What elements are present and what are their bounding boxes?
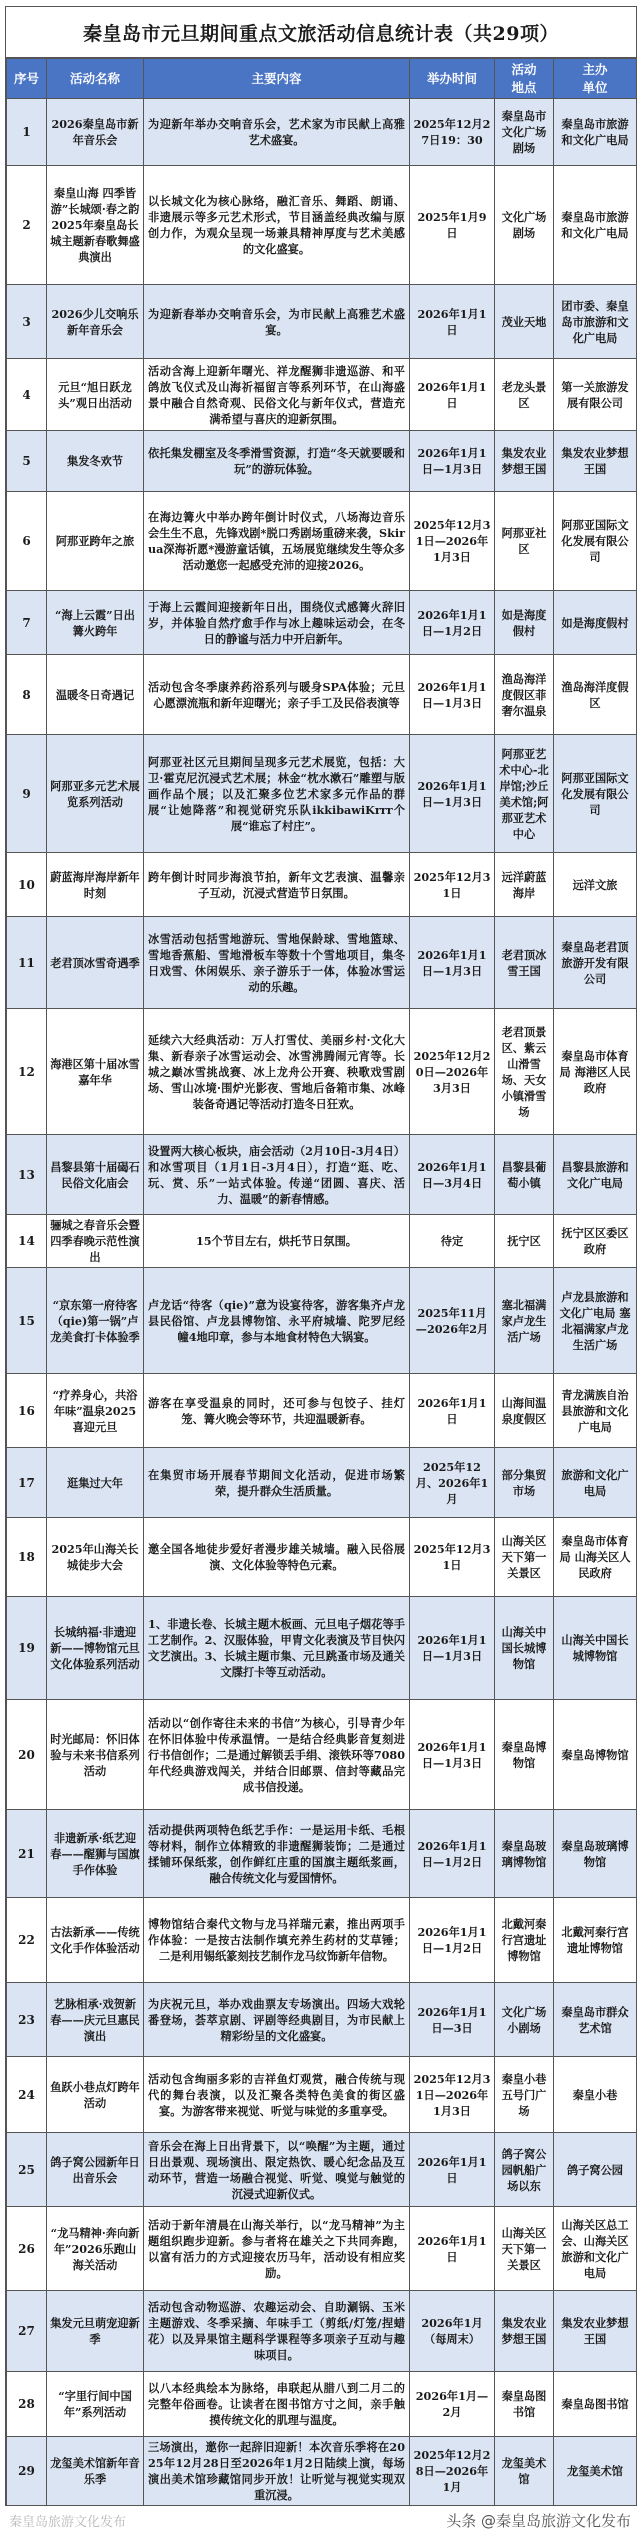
activity-time: 2025年12月、2026年1月 xyxy=(410,1448,495,1518)
table-row xyxy=(7,2207,637,2291)
activity-content: 跨年倒计时同步海浪节拍，新年文艺表演、温馨亲子互动，沉浸式营造节日氛围。 xyxy=(144,853,410,917)
table-row xyxy=(7,1009,637,1135)
activity-time: 2025年12月27日19：30 xyxy=(410,99,495,166)
table-row xyxy=(7,917,637,1009)
activity-organizer: 秦皇岛市群众艺术馆 xyxy=(554,1983,637,2057)
row-number: 12 xyxy=(7,1009,47,1135)
activity-location: 远洋蔚蓝海岸 xyxy=(495,853,554,917)
activity-organizer: 阿那亚国际文化发展有限公司 xyxy=(554,492,637,591)
activity-name: 非遗新承·纸艺迎春——醒狮与国旗手作体验 xyxy=(47,1810,144,1898)
activity-content: 1、非遗长卷、长城主题木板画、元旦电子烟花等手工艺制作。2、汉服体验，甲胄文化表演及节目快闪文艺演出。3、长城主题市集、元旦跳蚤市场及通关文牒打卡等互动活动。 xyxy=(144,1597,410,1700)
activity-name: 温暖冬日奇遇记 xyxy=(47,655,144,735)
header-no: 序号 xyxy=(7,59,47,99)
activity-time: 2025年12月31日 xyxy=(410,853,495,917)
row-number: 25 xyxy=(7,2133,47,2207)
row-number: 2 xyxy=(7,166,47,285)
row-number: 10 xyxy=(7,853,47,917)
activity-name: “疗养身心，共浴年味”温泉2025喜迎元旦 xyxy=(47,1374,144,1448)
table-row xyxy=(7,1518,637,1597)
activity-content: 为迎新春举办交响音乐会，为市民献上高雅艺术盛宴。 xyxy=(144,285,410,359)
activity-name: 艺脉相承·戏贺新春——庆元旦惠民演出 xyxy=(47,1983,144,2057)
activity-location: 老君顶景区、紫云山滑雪场、天女小镇滑雪场 xyxy=(495,1009,554,1135)
activity-organizer: 阿那亚国际文化发展有限公司 xyxy=(554,735,637,853)
table-row xyxy=(7,285,637,359)
row-number: 15 xyxy=(7,1268,47,1374)
header-time: 举办时间 xyxy=(410,59,495,99)
activity-organizer: 秦皇岛老君顶旅游开发有限公司 xyxy=(554,917,637,1009)
activity-name: 阿那亚多元艺术展览系列活动 xyxy=(47,735,144,853)
row-number: 27 xyxy=(7,2291,47,2372)
activity-content: 活动包含绚丽多彩的吉祥鱼灯观赏，融合传统与现代的舞台表演，以及汇聚各类特色美食的街区盛宴。为游客带来视觉、听觉与味觉的多重享受。 xyxy=(144,2057,410,2133)
row-number: 13 xyxy=(7,1135,47,1215)
row-number: 29 xyxy=(7,2437,47,2506)
activity-time: 2026年1月—2月 xyxy=(410,2372,495,2437)
table-row xyxy=(7,1597,637,1700)
activity-name: 长城纳福·非遗迎新——博物馆元旦文化体验系列活动 xyxy=(47,1597,144,1700)
activity-time: 2026年1月（每周末） xyxy=(410,2291,495,2372)
activity-time: 2026年1月1日 xyxy=(410,359,495,431)
activity-location: 茂业天地 xyxy=(495,285,554,359)
activity-organizer: 秦皇岛博物馆 xyxy=(554,1700,637,1810)
activity-name: 秦皇山海 四季皆游”长城颂·春之韵2025年秦皇岛长城主题新春歌舞盛典演出 xyxy=(47,166,144,285)
activity-location: 龙玺美术馆 xyxy=(495,2437,554,2506)
activity-time: 2026年1月1日 xyxy=(410,2133,495,2207)
activity-location: 秦皇小巷五号门广场 xyxy=(495,2057,554,2133)
row-number: 26 xyxy=(7,2207,47,2291)
table-row xyxy=(7,655,637,735)
activity-location: 北戴河秦行宫遗址博物馆 xyxy=(495,1898,554,1983)
activity-organizer: 龙玺美术馆 xyxy=(554,2437,637,2506)
table-row xyxy=(7,2372,637,2437)
activity-name: “龙马精神·奔向新年”2026乐跑山海关活动 xyxy=(47,2207,144,2291)
activity-organizer: 渔岛海洋度假区 xyxy=(554,655,637,735)
activity-name: “字里行间中国年”系列活动 xyxy=(47,2372,144,2437)
activity-organizer: 第一关旅游发展有限公司 xyxy=(554,359,637,431)
activity-location: 秦皇岛玻璃博物馆 xyxy=(495,1810,554,1898)
activity-location: 阿那亚社区 xyxy=(495,492,554,591)
activity-name: 集发元旦萌宠迎新季 xyxy=(47,2291,144,2372)
row-number: 21 xyxy=(7,1810,47,1898)
table-row xyxy=(7,2133,637,2207)
activity-name: 时光邮局：怀旧体验与未来书信系列活动 xyxy=(47,1700,144,1810)
activity-name: 集发冬欢节 xyxy=(47,431,144,492)
activity-organizer: 昌黎县旅游和文化广电局 xyxy=(554,1135,637,1215)
table-row xyxy=(7,1448,637,1518)
row-number: 16 xyxy=(7,1374,47,1448)
activity-time: 2025年12月31日—2026年1月3日 xyxy=(410,2057,495,2133)
table-row xyxy=(7,2437,637,2506)
activity-location: 如是海度假村 xyxy=(495,591,554,655)
activity-organizer: 山海关区总工会、山海关区旅游和文化广电局 xyxy=(554,2207,637,2291)
table-row xyxy=(7,492,637,591)
row-number: 8 xyxy=(7,655,47,735)
activity-content: 为庆祝元旦，举办戏曲票友专场演出。四场大戏轮番登场，荟萃京剧、评剧等经典剧目，为市民献上精彩纷呈的文化盛宴。 xyxy=(144,1983,410,2057)
activity-content: 活动包含动物巡游、农趣运动会、自助涮锅、玉米主题游戏、冬季采摘、年味手工（剪纸/灯笼/捏蜡花）以及异果馆主题科学课程等多项亲子互动与趣味项目。 xyxy=(144,2291,410,2372)
activity-content: 设置两大核心板块，庙会活动（2月10日-3月4日）和冰雪项目（1月1日-3月4日），打造“逛、吃、玩、赏、乐”一站式体验。传递“团圆、喜庆、活力、温暖”的新春情感。 xyxy=(144,1135,410,1215)
activity-content: 15个节目左右，烘托节日氛围。 xyxy=(144,1215,410,1268)
row-number: 1 xyxy=(7,99,47,166)
activity-location: 抚宁区 xyxy=(495,1215,554,1268)
source-credit: 头条 @秦皇岛旅游文化发布 xyxy=(446,2511,631,2530)
activity-name: 鸽子窝公园新年日出音乐会 xyxy=(47,2133,144,2207)
activity-name: 鱼跃小巷点灯跨年活动 xyxy=(47,2057,144,2133)
row-number: 24 xyxy=(7,2057,47,2133)
activity-time: 2026年1月1日—1月3日 xyxy=(410,735,495,853)
activity-location: 鸽子窝公园帆船广场以东 xyxy=(495,2133,554,2207)
activity-time: 2025年1月9日 xyxy=(410,166,495,285)
header-name: 活动名称 xyxy=(47,59,144,99)
activity-organizer: 秦皇岛图书馆 xyxy=(554,2372,637,2437)
activity-content: 游客在享受温泉的同时，还可参与包饺子、挂灯笼、篝火晚会等环节，共迎温暖新春。 xyxy=(144,1374,410,1448)
activity-organizer: 旅游和文化广电局 xyxy=(554,1448,637,1518)
activity-organizer: 远洋文旅 xyxy=(554,853,637,917)
activity-time: 2026年1月1日—1月2日 xyxy=(410,591,495,655)
activity-organizer: 秦皇岛市旅游和文化广电局 xyxy=(554,166,637,285)
activity-content: 卢龙话“待客（qie)”意为设宴待客，游客集齐卢龙县民俗馆、卢龙县博物馆、永平府城墙、陀罗尼经幢4地印章，参与本地食材特色大锅宴。 xyxy=(144,1268,410,1374)
table-row xyxy=(7,1135,637,1215)
table-row xyxy=(7,1374,637,1448)
activity-content: 活动含海上迎新年曙光、祥龙醒狮非遗巡游、和平鸽放飞仪式及山海祈福留言等系列环节，在山海盛景中融合自然奇观、民俗文化与新年仪式，营造充满希望与喜庆的迎新氛围。 xyxy=(144,359,410,431)
activity-content: 活动提供两项特色纸艺手作：一是运用卡纸、毛根等材料，制作立体精致的非遗醒狮装饰；二是通过揉铺环保纸浆，创作鲜红庄重的国旗主题纸浆画，融合传统文化与爱国情怀。 xyxy=(144,1810,410,1898)
activity-location: 昌黎县葡萄小镇 xyxy=(495,1135,554,1215)
activity-name: “海上云霞”日出篝火跨年 xyxy=(47,591,144,655)
activity-name: 老君顶冰雪奇遇季 xyxy=(47,917,144,1009)
table-row xyxy=(7,431,637,492)
activity-organizer: 北戴河秦行宫遗址博物馆 xyxy=(554,1898,637,1983)
activity-organizer: 秦皇岛市体育局 山海关区人民政府 xyxy=(554,1518,637,1597)
watermark: 秦皇岛旅游文化发布 xyxy=(9,2514,127,2530)
activity-content: 活动包含冬季康养药浴系列与暖身SPA体验；元旦心愿漂流瓶和新年迎曙光；亲子手工及民俗表演等 xyxy=(144,655,410,735)
activity-time: 2026年1月1日 xyxy=(410,1374,495,1448)
activity-organizer: 抚宁区区委区政府 xyxy=(554,1215,637,1268)
activity-location: 阿那亚艺术中心-北岸馆;沙丘美术馆;阿那亚艺术中心 xyxy=(495,735,554,853)
activity-location: 渔岛海洋度假区菲奢尔温泉 xyxy=(495,655,554,735)
activity-organizer: 秦皇岛市旅游和文化广电局 xyxy=(554,99,637,166)
header-location: 活动地点 xyxy=(495,59,554,99)
activity-content: 为迎新年举办交响音乐会，艺术家为市民献上高雅艺术盛宴。 xyxy=(144,99,410,166)
activity-location: 老龙头景区 xyxy=(495,359,554,431)
activity-name: 逛集过大年 xyxy=(47,1448,144,1518)
table-row xyxy=(7,2291,637,2372)
activity-location: 文化广场小剧场 xyxy=(495,1983,554,2057)
row-number: 20 xyxy=(7,1700,47,1810)
activity-name: 蔚蓝海岸海岸新年时刻 xyxy=(47,853,144,917)
activity-name: 龙玺美术馆新年音乐季 xyxy=(47,2437,144,2506)
activity-name: 阿那亚跨年之旅 xyxy=(47,492,144,591)
activity-organizer: 集发农业梦想王国 xyxy=(554,431,637,492)
table-row xyxy=(7,2057,637,2133)
activity-time: 2025年12月20日—2026年3月3日 xyxy=(410,1009,495,1135)
activity-time: 2026年1月1日—1月3日 xyxy=(410,1597,495,1700)
activity-time: 2025年11月—2026年2月 xyxy=(410,1268,495,1374)
activity-content: 于海上云霞间迎接新年日出，围绕仪式感篝火辞旧岁，并体验自然疗愈手作与冰上趣味运动会，在冬日的静谧与活力中开启新年。 xyxy=(144,591,410,655)
activity-time: 2026年1月1日—1月2日 xyxy=(410,1810,495,1898)
activity-name: 2026少儿交响乐新年音乐会 xyxy=(47,285,144,359)
activity-time: 2026年1月1日—1月3日 xyxy=(410,655,495,735)
activity-content: 阿那亚社区元旦期间呈现多元艺术展览，包括：大卫·霍克尼沉浸式艺术展；林金“枕水漱石”雕塑与版画作品个展；以及汇聚多位艺术家多元作品的群展“让她降落”和视觉研究乐队ikkibawiKrrr个展“谁忘了村庄”。 xyxy=(144,735,410,853)
activities-table xyxy=(6,58,637,2506)
activity-content: 冰雪活动包括雪地游玩、雪地保龄球、雪地篮球、雪地香蕉船、雪地滑板车等数十个雪地项目，集冬日戏雪、休闲娱乐、亲子游乐于一体，体验冰雪运动的乐趣。 xyxy=(144,917,410,1009)
activity-name: 昌黎县第十届碣石民俗文化庙会 xyxy=(47,1135,144,1215)
activity-content: 活动以“创作寄往未来的书信”为核心，引导青少年在怀旧体验中传承温情。一是结合经典影音复刻进行书信创作；二是通过解锁丢手绢、滚铁环等7080年代经典游戏闯关，并结合旧邮票、信封等藏品完成书信投递。 xyxy=(144,1700,410,1810)
table-row xyxy=(7,1898,637,1983)
table-row xyxy=(7,1700,637,1810)
activity-organizer: 秦皇小巷 xyxy=(554,2057,637,2133)
table-body xyxy=(7,99,637,2506)
activity-location: 秦皇岛博物馆 xyxy=(495,1700,554,1810)
row-number: 5 xyxy=(7,431,47,492)
row-number: 14 xyxy=(7,1215,47,1268)
activity-content: 在集贸市场开展春节期间文化活动，促进市场繁荣，提升群众生活质量。 xyxy=(144,1448,410,1518)
activity-content: 博物馆结合秦代文物与龙马祥瑞元素，推出两项手作体验：一是按古法制作填充养生药材的艾草锤；二是利用锡纸篆刻技艺制作龙马纹饰新年信物。 xyxy=(144,1898,410,1983)
activity-location: 山海关区天下第一关景区 xyxy=(495,1518,554,1597)
table-row xyxy=(7,1215,637,1268)
activity-time: 2026年1月1日 xyxy=(410,2207,495,2291)
row-number: 28 xyxy=(7,2372,47,2437)
activity-content: 邀全国各地徒步爱好者漫步雄关城墙。融入民俗展演、文化体验等特色元素。 xyxy=(144,1518,410,1597)
row-number: 18 xyxy=(7,1518,47,1597)
activity-content: 活动于新年清晨在山海关举行，以“龙马精神”为主题组织跑步迎新。参与者将在雄关之下共同奔跑，以富有活力的方式迎接农历马年，活动设有相应奖励。 xyxy=(144,2207,410,2291)
row-number: 17 xyxy=(7,1448,47,1518)
activity-location: 集发农业梦想王国 xyxy=(495,431,554,492)
activity-name: 元旦“旭日跃龙头”观日出活动 xyxy=(47,359,144,431)
footer xyxy=(5,2506,635,2534)
activity-location: 塞北福满家卢龙生活广场 xyxy=(495,1268,554,1374)
activity-time: 2026年1月1日—3月4日 xyxy=(410,1135,495,1215)
table-row xyxy=(7,735,637,853)
table-row xyxy=(7,1268,637,1374)
activity-location: 秦皇岛图书馆 xyxy=(495,2372,554,2437)
activity-organizer: 秦皇岛市体育局 海港区人民政府 xyxy=(554,1009,637,1135)
activity-organizer: 青龙满族自治县旅游和文化广电局 xyxy=(554,1374,637,1448)
activity-organizer: 如是海度假村 xyxy=(554,591,637,655)
activity-time: 待定 xyxy=(410,1215,495,1268)
row-number: 3 xyxy=(7,285,47,359)
row-number: 19 xyxy=(7,1597,47,1700)
table-row xyxy=(7,99,637,166)
activity-organizer: 山海关中国长城博物馆 xyxy=(554,1597,637,1700)
table-row xyxy=(7,853,637,917)
activity-location: 部分集贸市场 xyxy=(495,1448,554,1518)
table-row xyxy=(7,1810,637,1898)
activity-organizer: 集发农业梦想王国 xyxy=(554,2291,637,2372)
header-content: 主要内容 xyxy=(144,59,410,99)
row-number: 22 xyxy=(7,1898,47,1983)
activity-time: 2026年1月1日—1月3日 xyxy=(410,431,495,492)
row-number: 7 xyxy=(7,591,47,655)
activity-content: 在海边篝火中举办跨年倒计时仪式，八场海边音乐会生生不息，先锋戏剧*脱口秀剧场重磅来袭，Skirua深海祈愿*漫游童话镇，五场展览继续发生等众多活动邀您一起感受充沛的迎接2026。 xyxy=(144,492,410,591)
activity-time: 2026年1月1日—1月3日 xyxy=(410,1700,495,1810)
row-number: 6 xyxy=(7,492,47,591)
statistics-sheet xyxy=(5,6,637,2506)
activity-location: 秦皇岛市文化广场剧场 xyxy=(495,99,554,166)
activity-name: “京东第一府待客（qie)第一锅”卢龙美食打卡体验季 xyxy=(47,1268,144,1374)
activity-location: 山海关区天下第一关景区 xyxy=(495,2207,554,2291)
header-organizer: 主办单位 xyxy=(554,59,637,99)
activity-time: 2025年12月31日 xyxy=(410,1518,495,1597)
activity-organizer: 团市委、秦皇岛市旅游和文化广电局 xyxy=(554,285,637,359)
table-header-row xyxy=(7,59,637,99)
activity-name: 2025年山海关长城徒步大会 xyxy=(47,1518,144,1597)
activity-organizer: 秦皇岛玻璃博物馆 xyxy=(554,1810,637,1898)
table-row xyxy=(7,166,637,285)
activity-time: 2026年1月1日—3日 xyxy=(410,1983,495,2057)
table-row xyxy=(7,591,637,655)
activity-content: 以长城文化为核心脉络，融汇音乐、舞蹈、朗诵、非遗展示等多元艺术形式，节目涵盖经典改编与原创力作，为观众呈现一场兼具精神厚度与艺术美感的文化盛宴。 xyxy=(144,166,410,285)
activity-organizer: 鸽子窝公园 xyxy=(554,2133,637,2207)
page-title: 秦皇岛市元旦期间重点文旅活动信息统计表（共29项） xyxy=(6,7,636,58)
row-number: 11 xyxy=(7,917,47,1009)
activity-time: 2026年1月1日 xyxy=(410,285,495,359)
activity-organizer: 卢龙县旅游和文化广电局 塞北福满家卢龙生活广场 xyxy=(554,1268,637,1374)
activity-content: 延续六大经典活动：万人打雪仗、美丽乡村·文化大集、新春亲子冰雪运动会、冰雪沸腾闹元宵等。长城之巅冰雪挑战赛、冰上龙舟公开赛、秧歌戏雪剧场、雪山冰境·围炉光影夜、雪地后备箱市集、冰峰装备奇遇记等活动打造冬日狂欢。 xyxy=(144,1009,410,1135)
row-number: 4 xyxy=(7,359,47,431)
activity-location: 集发农业梦想王国 xyxy=(495,2291,554,2372)
activity-time: 2026年1月1日—1月2日 xyxy=(410,1898,495,1983)
activity-location: 老君顶冰雪王国 xyxy=(495,917,554,1009)
activity-location: 山海间温泉度假区 xyxy=(495,1374,554,1448)
activity-name: 海港区第十届冰雪嘉年华 xyxy=(47,1009,144,1135)
activity-location: 文化广场剧场 xyxy=(495,166,554,285)
activity-content: 音乐会在海上日出背景下，以“唤醒”为主题，通过日出景观、现场演出、限定热饮、暖心纪念品及互动环节，营造一场融合视觉、听觉、嗅觉与触觉的沉浸式迎新仪式。 xyxy=(144,2133,410,2207)
activity-name: 2026秦皇岛市新年音乐会 xyxy=(47,99,144,166)
activity-name: 骊城之春音乐会暨四季春晚示范性演出 xyxy=(47,1215,144,1268)
table-row xyxy=(7,1983,637,2057)
table-row xyxy=(7,359,637,431)
row-number: 9 xyxy=(7,735,47,853)
activity-time: 2025年12月28日—2026年1月 xyxy=(410,2437,495,2506)
activity-content: 以八本经典绘本为脉络，串联起从腊八到二月二的完整年俗画卷。让读者在图书馆方寸之间，亲手触摸传统文化的肌理与温度。 xyxy=(144,2372,410,2437)
activity-content: 依托集发棚室及冬季滑雪资源，打造“冬天就要暖和玩”的游玩体验。 xyxy=(144,431,410,492)
activity-time: 2025年12月31日—2026年1月3日 xyxy=(410,492,495,591)
activity-time: 2026年1月1日—1月3日 xyxy=(410,917,495,1009)
activity-name: 古法新承——传统文化手作体验活动 xyxy=(47,1898,144,1983)
activity-content: 三场演出，邀你一起辞旧迎新！本次音乐季将在2025年12月28日至2026年1月2日陆续上演，每场演出美术馆珍藏馆同步开放！让听觉与视觉实现双重沉浸。 xyxy=(144,2437,410,2506)
row-number: 23 xyxy=(7,1983,47,2057)
activity-location: 山海关中国长城博物馆 xyxy=(495,1597,554,1700)
